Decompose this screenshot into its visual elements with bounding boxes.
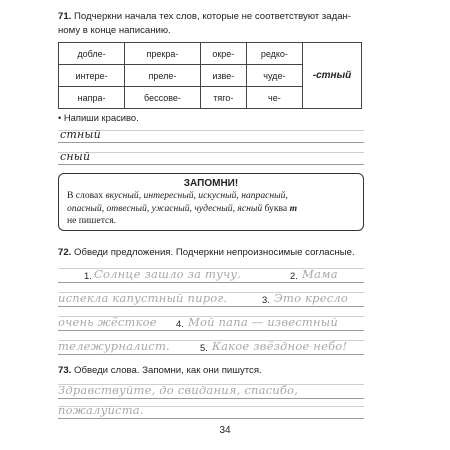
task-71-title (58, 10, 378, 38)
trace-sentence[interactable]: Какое звёздное небо! (212, 339, 348, 353)
base-line (58, 164, 364, 165)
sentence-number: 2. (290, 270, 298, 281)
trace-sentence[interactable]: Солнце зашло за тучу. (94, 267, 242, 281)
base-line (58, 282, 364, 283)
task-72-text: Обведи предложения. Подчеркни непроизносимые согласные. (74, 247, 355, 258)
base-line (58, 354, 364, 355)
remember-letter: т (289, 202, 298, 214)
trace-sentence[interactable]: Мой папа — известный (188, 315, 338, 329)
table-cell[interactable]: окре- (200, 43, 246, 65)
suffix-cell: -стный (303, 43, 362, 109)
task-73-text: Обведи слова. Запомни, как они пишутся. (74, 365, 262, 376)
table-cell[interactable]: преле- (125, 65, 201, 87)
task-71-number: 71. (58, 11, 72, 22)
trace-sentence[interactable]: испекла капустный пирог. (58, 291, 228, 305)
task-72-title (58, 246, 388, 260)
table-row (59, 43, 362, 65)
base-line (58, 330, 364, 331)
table-cell[interactable]: бессове- (125, 87, 201, 109)
remember-box (58, 173, 364, 231)
remember-words: вкусный, интересный, искусный, напрасный, (105, 190, 288, 201)
trace-words[interactable]: пожалуйста. (58, 403, 144, 417)
trace-sentence[interactable]: очень жёсткое (58, 315, 157, 329)
sentence-number: 5. (200, 342, 208, 353)
trace-sentence[interactable]: Мама (302, 267, 338, 281)
table-cell[interactable]: изве- (200, 65, 246, 87)
base-line (58, 306, 364, 307)
writing-lines-73[interactable] (58, 378, 364, 426)
base-line (58, 418, 364, 419)
task-71-text-2: ному в конце написанию. (58, 25, 171, 36)
word-table (58, 42, 362, 109)
sentence-number: 4. (176, 318, 184, 329)
remember-words: опасный, отвесный, ужасный, чудесный, ясный (67, 202, 263, 214)
instruction-write-nicely: • Напиши красиво. (58, 112, 139, 123)
task-72-number: 72. (58, 247, 72, 258)
trace-sentence[interactable]: Это кресло (274, 291, 349, 305)
trace-words[interactable]: Здравствуйте, до свидания, спасибо, (58, 383, 299, 397)
table-cell[interactable]: прекра- (125, 43, 201, 65)
sentence-number: 3. (262, 294, 270, 305)
remember-text: В словах (67, 190, 106, 201)
table-cell[interactable]: напра- (59, 87, 125, 109)
trace-sentence[interactable]: тележурналист. (58, 339, 170, 353)
table-cell[interactable]: че- (246, 87, 302, 109)
guide-line (58, 152, 364, 153)
base-line (58, 142, 364, 143)
table-cell[interactable]: редко- (246, 43, 302, 65)
script-sample-2: сный (60, 150, 91, 163)
task-73-title (58, 364, 388, 378)
task-73-number: 73. (58, 365, 72, 376)
remember-title: ЗАПОМНИ! (183, 178, 239, 189)
table-cell[interactable]: чуде- (246, 65, 302, 87)
writing-lines-71[interactable] (58, 124, 364, 172)
table-cell[interactable]: тяго- (200, 87, 246, 109)
base-line (58, 398, 364, 399)
writing-lines-72[interactable] (58, 262, 364, 358)
task-71-text: Подчеркни начала тех слов, которые не соответствуют задан- (74, 11, 352, 22)
remember-body (67, 190, 355, 228)
guide-line (58, 130, 364, 131)
sentence-number: 1. (84, 270, 92, 281)
script-sample-1: стный (60, 128, 101, 141)
page-number: 34 (219, 425, 231, 436)
table-cell[interactable]: добле- (59, 43, 125, 65)
remember-text: не пишется. (67, 215, 117, 226)
table-cell[interactable]: интере- (59, 65, 125, 87)
remember-text: буква (262, 202, 290, 214)
